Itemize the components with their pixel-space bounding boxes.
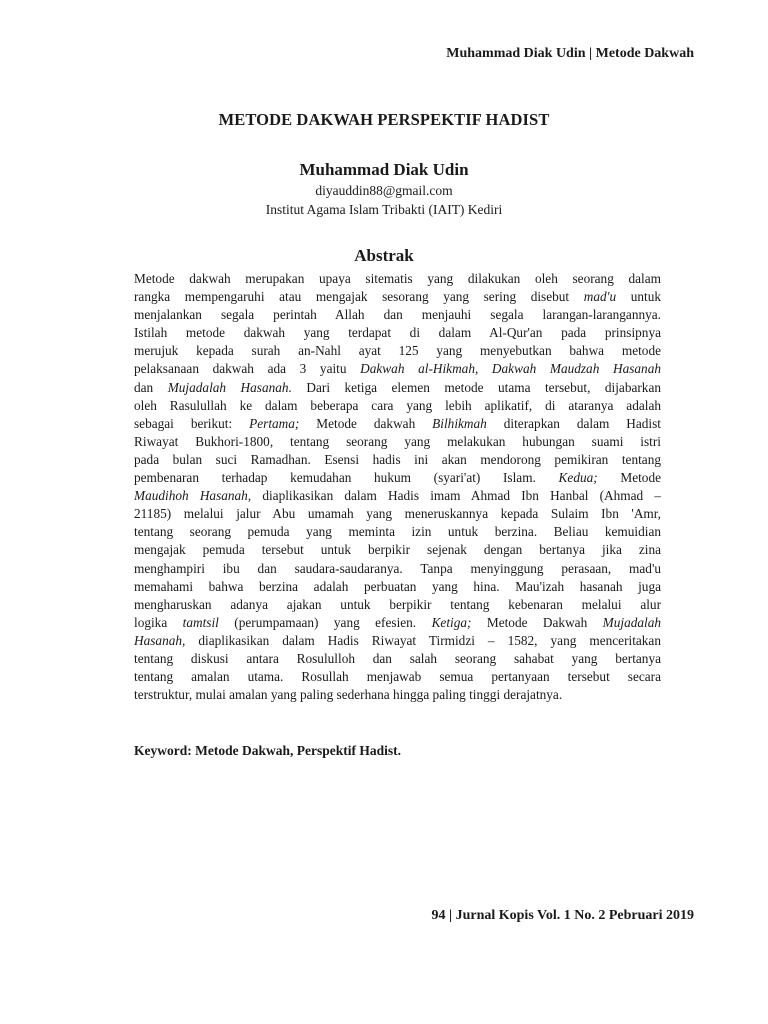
abstract-italic-run: Pertama;	[249, 415, 300, 431]
abstract-text-run: memahami bahwa berzina adalah perbuatan yang hina. Mau'izah hasanah juga	[134, 578, 661, 594]
abstract-text-run: Istilah metode dakwah yang terdapat di dalam Al-Qur'an pada prinsipnya	[134, 325, 661, 341]
abstract-italic-run: Maudihoh Hasanah,	[134, 488, 252, 504]
abstract-line	[134, 469, 661, 487]
abstract-line	[134, 596, 661, 614]
paper-title: METODE DAKWAH PERSPEKTIF HADIST	[218, 110, 550, 129]
abstract-line	[134, 686, 661, 704]
abstract-line	[134, 668, 661, 686]
abstract-text-run: Riwayat Bukhori-1800, tentang seorang yang melakukan hubungan suami istri	[134, 433, 661, 449]
abstract-text-run: pada bulan suci Ramadhan. Esensi hadis ini akan mendorong pemikiran tentang	[134, 451, 661, 467]
author-email: diyauddin88@gmail.com	[315, 183, 453, 198]
abstract-line	[134, 288, 661, 306]
abstract-text-run: pembenaran terhadap kemudahan hukum (syari'at) Islam.	[134, 470, 559, 486]
abstract-text-run: merujuk kepada surah an-Nahl ayat 125 yang menyebutkan bahwa metode	[134, 343, 661, 359]
abstract-body	[134, 270, 661, 704]
abstract-italic-run: tamtsil	[182, 614, 219, 630]
abstract-text-run: terstruktur, mulai amalan yang paling sederhana hingga paling tinggi derajatnya.	[134, 687, 563, 703]
abstract-italic-run: Bilhikmah	[432, 415, 487, 431]
page-footer: 94 | Jurnal Kopis Vol. 1 No. 2 Pebruari 2019	[431, 908, 694, 923]
abstract-text-run: Dari ketiga elemen metode utama tersebut, dijabarkan	[291, 379, 662, 395]
abstract-line	[134, 632, 661, 650]
abstract-text-run: tentang seorang pemuda yang meminta izin untuk berzina. Beliau kemuidian	[134, 524, 661, 540]
abstract-italic-run: Dakwah al-Hikmah, Dakwah Maudzah Hasanah	[360, 361, 662, 377]
abstract-text-run: Metode dakwah	[299, 415, 433, 431]
abstract-line	[134, 324, 661, 342]
abstract-line	[134, 487, 661, 505]
abstract-line	[134, 342, 661, 360]
abstract-text-run: Metode Dakwah	[471, 614, 603, 630]
abstract-text-run: mengajak pemuda tersebut untuk berpikir sejenak dengan bertanya jika zina	[134, 542, 661, 558]
abstract-line	[134, 505, 661, 523]
abstract-line	[134, 270, 661, 288]
abstract-text-run: pelaksanaan dakwah ada 3 yaitu	[134, 361, 361, 377]
running-head: Muhammad Diak Udin | Metode Dakwah	[446, 46, 694, 61]
abstract-text-run: menghampiri ibu dan saudara-saudaranya. Tanpa menyinggung perasaan, mad'u	[134, 560, 661, 576]
abstract-line	[134, 523, 661, 541]
abstract-text-run: oleh Rasulullah ke dalam beberapa cara yang lebih aplikatif, di ataranya adalah	[134, 397, 661, 413]
abstract-line	[134, 650, 661, 668]
abstract-line	[134, 360, 661, 378]
abstract-text-run: mengharuskan adanya ajakan untuk berpikir tentang kebenaran melalui alur	[134, 596, 661, 612]
abstract-line	[134, 433, 661, 451]
abstract-text-run: sebagai berikut:	[134, 415, 250, 431]
abstract-text-run: diaplikasikan dalam Hadis imam Ahmad Ibn Hanbal (Ahmad –	[251, 488, 661, 504]
abstract-italic-run: Hasanah,	[134, 632, 186, 648]
abstract-text-run: (perumpamaan) yang efesien.	[218, 614, 432, 630]
abstract-line	[134, 560, 661, 578]
abstract-italic-run: Ketiga;	[431, 614, 472, 630]
abstract-text-run: 21185) melalui jalur Abu umamah yang meneruskannya kepada Sulaim Ibn 'Amr,	[134, 506, 661, 522]
abstract-italic-run: Mujadalah Hasanah.	[167, 379, 292, 395]
abstract-line	[134, 578, 661, 596]
abstract-italic-run: Kedua;	[558, 470, 598, 486]
abstract-text-run: untuk	[616, 289, 661, 305]
abstract-line	[134, 379, 661, 397]
abstract-line	[134, 306, 661, 324]
abstract-text-run: tentang diskusi antara Rosululloh dan salah seorang sahabat yang bertanya	[134, 650, 661, 666]
abstract-text-run: tentang amalan utama. Rosullah menjawab semua pertanyaan tersebut secara	[134, 669, 661, 685]
author-affiliation: Institut Agama Islam Tribakti (IAIT) Kediri	[265, 202, 503, 217]
abstract-heading: Abstrak	[354, 246, 414, 265]
abstract-text-run: diterapkan dalam Hadist	[486, 415, 661, 431]
abstract-line	[134, 614, 661, 632]
abstract-line	[134, 451, 661, 469]
abstract-text-run: rangka mempengaruhi atau mengajak sesorang yang sering disebut	[134, 289, 584, 305]
abstract-line	[134, 415, 661, 433]
abstract-text-run: dan	[134, 379, 168, 395]
abstract-text-run: Metode dakwah merupakan upaya sitematis yang dilakukan oleh seorang dalam	[134, 271, 661, 286]
abstract-text-run: diaplikasikan dalam Hadis Riwayat Tirmidzi – 1582, yang menceritakan	[185, 632, 661, 648]
abstract-italic-run: Mujadalah	[602, 614, 662, 630]
author-name: Muhammad Diak Udin	[299, 160, 469, 179]
abstract-line	[134, 541, 661, 559]
abstract-italic-run: mad'u	[583, 289, 617, 305]
abstract-text-run: menjalankan segala perintah Allah dan menjauhi segala larangan-larangannya.	[134, 307, 661, 323]
abstract-text-run: Metode	[597, 470, 661, 486]
abstract-text-run: logika	[134, 614, 183, 630]
abstract-line	[134, 397, 661, 415]
keywords: Keyword: Metode Dakwah, Perspektif Hadist.	[134, 743, 401, 758]
